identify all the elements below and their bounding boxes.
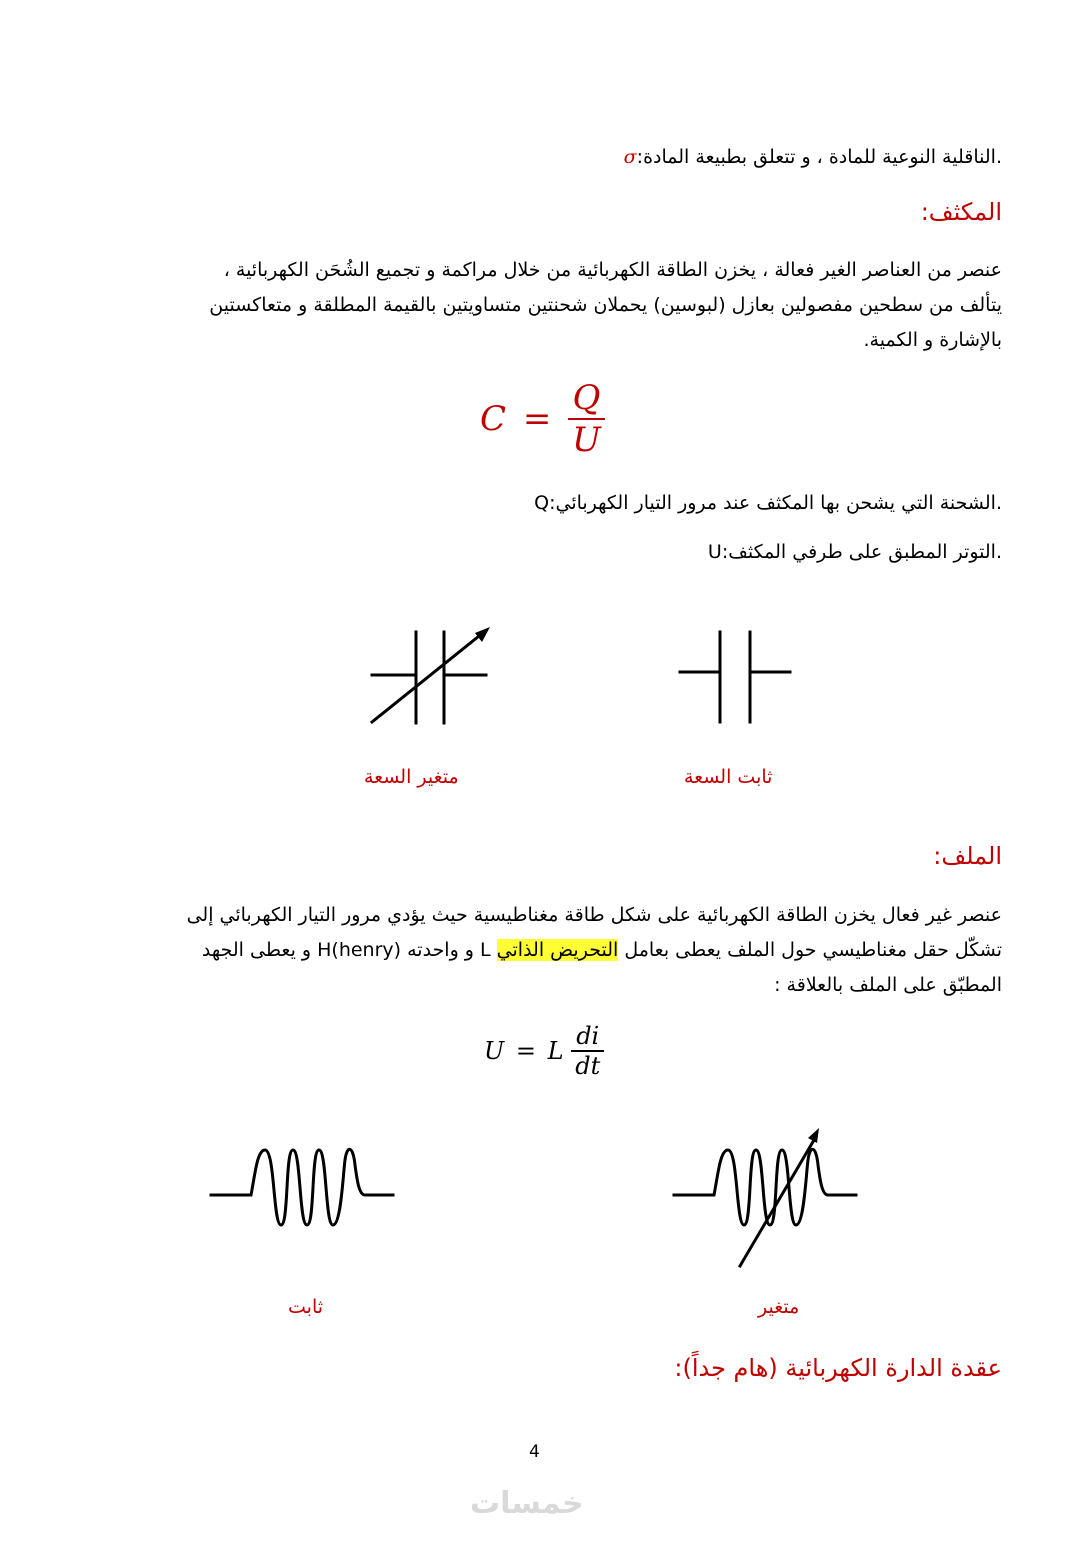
self-induction-highlight: التحريض الذاتي: [496, 939, 619, 961]
fixed-inductor-label: ثابت: [288, 1296, 324, 1318]
fixed-capacitor-symbol: [668, 620, 808, 730]
variable-inductor-symbol: [668, 1118, 868, 1278]
formula-coefficient: L: [547, 1037, 564, 1065]
arrow-head-icon: [475, 627, 490, 642]
formula-equals: =: [515, 1037, 536, 1065]
formula-numerator: di: [571, 1022, 604, 1052]
formula-denominator: U: [572, 420, 601, 460]
formula-lhs: C: [480, 399, 507, 439]
inductor-desc-line-2-end: L و واحدته H(henry) و يعطى الجهد: [201, 939, 497, 961]
page-number: 4: [529, 1442, 540, 1462]
formula-denominator: dt: [575, 1052, 601, 1080]
fixed-inductor-symbol: [205, 1135, 405, 1235]
inductor-desc-line-3: المطبّق على الملف بالعلاقة :: [774, 974, 1002, 996]
q-definition: [534, 486, 1002, 520]
q-text: :الشحنة التي يشحن بها المكثف عند مرور التيار الكهربائي.: [549, 492, 1002, 514]
u-symbol: U: [707, 541, 722, 563]
variable-capacitor-label: متغير السعة: [364, 766, 459, 788]
capacitor-desc-line-3: بالإشارة و الكمية.: [863, 329, 1002, 351]
capacitor-heading: المكثف:: [920, 198, 1002, 226]
u-definition: [708, 535, 1002, 569]
variable-inductor-label: متغير: [758, 1296, 800, 1318]
watermark-logo: خمسات: [470, 1486, 584, 1521]
formula-numerator: Q: [568, 378, 605, 420]
sigma-symbol: σ: [623, 146, 637, 168]
arrow-head-icon: [808, 1128, 819, 1143]
u-text: :التوتر المطبق على طرفي المكثف.: [721, 541, 1002, 563]
sigma-text: :الناقلية النوعية للمادة ، و تتعلق بطبيعة المادة.: [636, 146, 1002, 168]
inductor-heading: الملف:: [933, 842, 1002, 870]
formula-lhs: U: [484, 1037, 505, 1065]
capacitance-formula: [480, 378, 605, 460]
inductor-desc-line-2: [202, 933, 1002, 967]
fixed-capacitor-label: ثابت السعة: [684, 766, 773, 788]
circuit-node-heading: عقدة الدارة الكهربائية (هام جداً):: [674, 1354, 1002, 1382]
inductor-desc-line-1: عنصر غير فعال يخزن الطاقة الكهربائية على شكل طاقة مغناطيسية حيث يؤدي مرور التيار الكهربائي إلى: [186, 904, 1002, 926]
variable-capacitor-symbol: [360, 620, 500, 730]
capacitor-desc-line-1: عنصر من العناصر الغير فعالة ، يخزن الطاقة الكهربائية من خلال مراكمة و تجميع الشُحَن الكهربائية ،: [223, 259, 1002, 281]
capacitor-desc-line-2: يتألف من سطحين مفصولين بعازل (لبوسين) يحملان شحنتين متساويتين بالقيمة المطلقة و متعاكستين: [209, 294, 1002, 316]
formula-equals: =: [522, 399, 552, 439]
formula-fraction: [568, 378, 605, 460]
inductor-desc-line-2-start: تشكّل حقل مغناطيسي حول الملف يعطى بعامل: [618, 939, 1002, 961]
q-symbol: Q: [534, 492, 550, 514]
sigma-definition: [624, 140, 1002, 174]
inductor-formula: [484, 1022, 604, 1080]
formula-fraction: [571, 1022, 604, 1080]
